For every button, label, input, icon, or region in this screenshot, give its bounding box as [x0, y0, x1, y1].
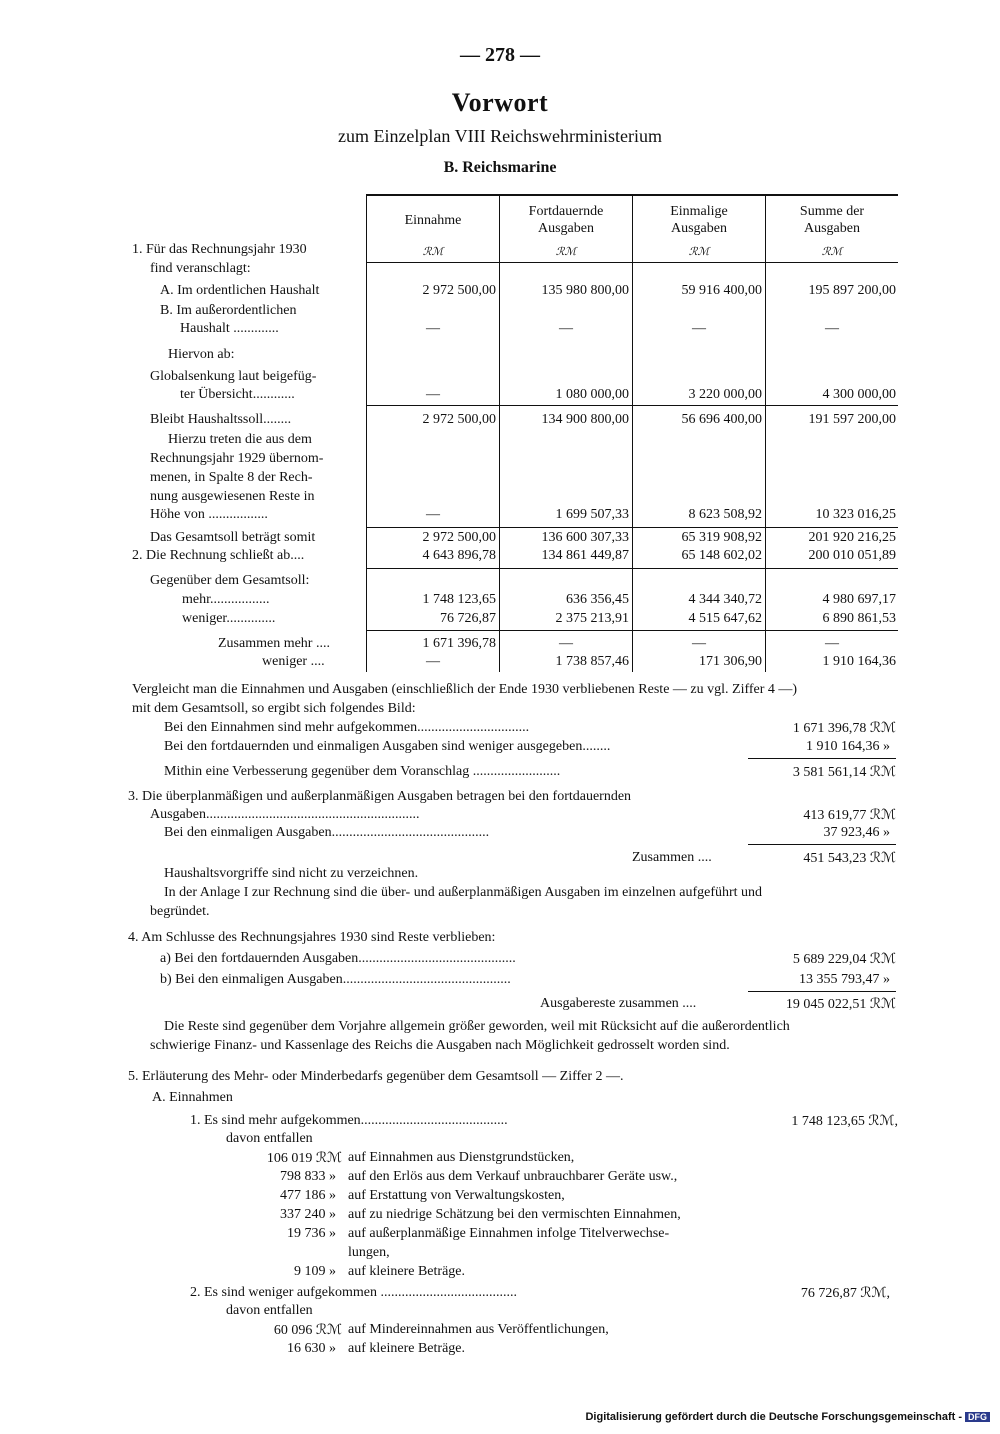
row-label: 1. Für das Rechnungsjahr 1930	[132, 242, 307, 257]
item3-note: Haushaltsvorgriffe sind nicht zu verzeichnen.	[164, 866, 419, 881]
breakdown-amount: 337 240 »	[280, 1207, 336, 1222]
table-sum-rule	[366, 527, 898, 528]
cell-value: 136 600 307,33	[541, 530, 629, 545]
comparison-line: Bei den Einnahmen sind mehr aufgekommen................................	[164, 720, 530, 735]
cell-value: —	[559, 636, 573, 651]
sum-rule	[748, 991, 896, 992]
table-sum-rule	[366, 405, 898, 406]
breakdown-amount: 798 833 »	[280, 1169, 336, 1184]
column-header: Einnahme	[404, 213, 462, 228]
digitization-credit	[585, 1411, 990, 1423]
column-unit: ℛℳ	[555, 246, 577, 258]
breakdown-amount: 16 630 »	[287, 1341, 336, 1356]
item4-value-a: 5 689 229,04 ℛℳ	[792, 952, 896, 967]
cell-value: 1 738 857,46	[555, 654, 629, 669]
cell-value: —	[426, 321, 440, 336]
table-sum-rule	[366, 568, 898, 569]
row-label: Bleibt Haushaltssoll........	[150, 412, 292, 427]
row-label: Globalsenkung laut beigefüg-	[150, 369, 317, 384]
row-label: Höhe von .................	[150, 507, 268, 522]
cell-value: 4 980 697,17	[822, 592, 896, 607]
row-label: Hierzu treten die aus dem	[168, 432, 312, 447]
item5-p1-davon: davon entfallen	[226, 1131, 313, 1146]
item3-sum-value: 451 543,23 ℛℳ	[803, 851, 896, 866]
breakdown-text: auf den Erlös aus dem Verkauf unbrauchbarer Geräte usw.,	[348, 1169, 678, 1184]
item4-line-a: a) Bei den fortdauernden Ausgaben.............................................	[160, 951, 516, 966]
item4-value-b: 13 355 793,47 »	[799, 972, 890, 987]
breakdown-text: auf zu niedrige Schätzung bei den vermischten Einnahmen,	[348, 1207, 681, 1222]
breakdown-amount: 60 096 ℛℳ	[273, 1323, 342, 1338]
cell-value: 65 319 908,92	[681, 530, 762, 545]
row-label: B. Im außerordentlichen	[160, 303, 297, 318]
breakdown-amount: 106 019 ℛℳ	[266, 1151, 342, 1166]
cell-value: 56 696 400,00	[681, 412, 762, 427]
item4-note: schwierige Finanz- und Kassenlage des Reichs die Ausgaben nach Möglichkeit gedrosselt worden sind.	[150, 1038, 730, 1053]
cell-value: 59 916 400,00	[681, 283, 762, 298]
credit-text: Digitalisierung gefördert durch die Deutsche Forschungsgemeinschaft -	[585, 1411, 962, 1423]
row-label: Das Gesamtsoll beträgt somit	[150, 530, 316, 545]
cell-value: —	[426, 654, 440, 669]
table-sum-rule	[366, 630, 898, 631]
cell-value: 1 699 507,33	[555, 507, 629, 522]
row-label: 2. Die Rechnung schließt ab....	[132, 548, 305, 563]
cell-value: 2 972 500,00	[422, 530, 496, 545]
item4-sum-label: Ausgabereste zusammen ....	[540, 996, 697, 1011]
row-label: Zusammen mehr ....	[218, 636, 330, 651]
section-heading: B. Reichsmarine	[443, 159, 557, 176]
cell-value: 65 148 602,02	[681, 548, 762, 563]
cell-value: —	[825, 321, 839, 336]
item4-line-b: b) Bei den einmaligen Ausgaben................................................	[160, 972, 511, 987]
cell-value: 134 861 449,87	[541, 548, 629, 563]
cell-value: 2 972 500,00	[422, 412, 496, 427]
sum-rule	[748, 844, 896, 845]
breakdown-text: auf Erstattung von Verwaltungskosten,	[348, 1188, 565, 1203]
dfg-logo: DFG	[965, 1412, 990, 1422]
cell-value: 171 306,90	[699, 654, 762, 669]
column-header: Einmalige Ausgaben	[670, 204, 728, 236]
row-label: nung ausgewiesenen Reste in	[150, 489, 315, 504]
breakdown-amount: 477 186 »	[280, 1188, 336, 1203]
item5-heading: 5. Erläuterung des Mehr- oder Minderbedarfs gegenüber dem Gesamtsoll — Ziffer 2 —.	[128, 1069, 624, 1084]
cell-value: —	[692, 636, 706, 651]
item3-heading: 3. Die überplanmäßigen und außerplanmäßigen Ausgaben betragen bei den fortdauernden	[128, 789, 632, 804]
row-label: Gegenüber dem Gesamtsoll:	[150, 573, 310, 588]
breakdown-text: auf Einnahmen aus Dienstgrundstücken,	[348, 1150, 575, 1165]
row-label: find veranschlagt:	[150, 261, 251, 276]
row-label: A. Im ordentlichen Haushalt	[160, 283, 320, 298]
row-label: ter Übersicht............	[180, 387, 295, 402]
cell-value: 8 623 508,92	[688, 507, 762, 522]
cell-value: 76 726,87	[440, 611, 496, 626]
row-label: Haushalt .............	[180, 321, 279, 336]
cell-value: 636 356,45	[566, 592, 629, 607]
item3-value: 413 619,77 ℛℳ	[803, 808, 896, 823]
item5-p1-label: 1. Es sind mehr aufgekommen..........................................	[190, 1113, 508, 1128]
comparison-value: 1 671 396,78 ℛℳ	[792, 721, 896, 736]
row-label: Rechnungsjahr 1929 übernom-	[150, 451, 324, 466]
column-unit: ℛℳ	[422, 246, 444, 258]
item3-note: In der Anlage I zur Rechnung sind die über- und außerplanmäßigen Ausgaben im einzelnen aufgeführt und	[164, 885, 763, 900]
cell-value: 1 910 164,36	[822, 654, 896, 669]
item4-sum-value: 19 045 022,51 ℛℳ	[785, 997, 896, 1012]
page-title: Vorwort	[451, 88, 549, 117]
sum-rule	[748, 758, 896, 759]
column-unit: ℛℳ	[688, 246, 710, 258]
cell-value: 1 080 000,00	[555, 387, 629, 402]
cell-value: 1 671 396,78	[422, 636, 496, 651]
column-header: Fortdauernde Ausgaben	[528, 204, 604, 236]
item3-sum-label: Zusammen ....	[632, 850, 712, 865]
cell-value: 1 748 123,65	[422, 592, 496, 607]
comparison-line: Bei den fortdauernden und einmaligen Ausgaben sind weniger ausgegeben........	[164, 739, 611, 754]
cell-value: 4 643 896,78	[422, 548, 496, 563]
page-subtitle: zum Einzelplan VIII Reichswehrministerium	[337, 126, 663, 146]
column-unit: ℛℳ	[821, 246, 843, 258]
row-label: weniger ....	[262, 654, 325, 669]
item5-subheading: A. Einnahmen	[152, 1090, 233, 1105]
cell-value: —	[692, 321, 706, 336]
column-header: Summe der Ausgaben	[799, 204, 865, 236]
cell-value: 3 220 000,00	[688, 387, 762, 402]
cell-value: 4 515 647,62	[688, 611, 762, 626]
item3-line: Bei den einmaligen Ausgaben.............................................	[164, 825, 490, 840]
cell-value: —	[559, 321, 573, 336]
cell-value: 6 890 861,53	[822, 611, 896, 626]
cell-value: 4 300 000,00	[822, 387, 896, 402]
comparison-value: 3 581 561,14 ℛℳ	[792, 765, 896, 780]
page-number: — 278 —	[460, 44, 540, 66]
breakdown-text: auf außerplanmäßige Einnahmen infolge Titelverwechse-	[348, 1226, 670, 1241]
row-label: weniger..............	[182, 611, 276, 626]
item5-p1-value: 1 748 123,65 ℛℳ,	[791, 1114, 898, 1129]
comparison-line: Mithin eine Verbesserung gegenüber dem Voranschlag .........................	[164, 764, 561, 779]
cell-value: 4 344 340,72	[688, 592, 762, 607]
item4-heading: 4. Am Schlusse des Rechnungsjahres 1930 sind Reste verblieben:	[128, 930, 496, 945]
breakdown-amount: 19 736 »	[287, 1226, 336, 1241]
cell-value: 2 972 500,00	[422, 283, 496, 298]
comparison-intro: Vergleicht man die Einnahmen und Ausgaben (einschließlich der Ende 1930 verbliebenen Reste — zu vgl. Ziffer 4 —)	[132, 682, 798, 697]
item5-p2-value: 76 726,87 ℛℳ,	[800, 1286, 890, 1301]
cell-value: 10 323 016,25	[815, 507, 896, 522]
cell-value: 201 920 216,25	[808, 530, 896, 545]
cell-value: 135 980 800,00	[541, 283, 629, 298]
cell-value: —	[426, 387, 440, 402]
row-label: Hiervon ab:	[168, 347, 235, 362]
cell-value: 195 897 200,00	[808, 283, 896, 298]
row-label: mehr.................	[182, 592, 270, 607]
cell-value: 191 597 200,00	[808, 412, 896, 427]
comparison-value: 1 910 164,36 »	[806, 739, 890, 754]
cell-value: —	[825, 636, 839, 651]
item3-value: 37 923,46 »	[823, 825, 890, 840]
row-label: menen, in Spalte 8 der Rech-	[150, 470, 313, 485]
breakdown-text: auf kleinere Beträge.	[348, 1264, 465, 1279]
breakdown-amount: 9 109 »	[294, 1264, 336, 1279]
item5-p2-davon: davon entfallen	[226, 1303, 313, 1318]
breakdown-text: lungen,	[348, 1245, 390, 1260]
cell-value: 200 010 051,89	[808, 548, 896, 563]
item4-note: Die Reste sind gegenüber dem Vorjahre allgemein größer geworden, weil mit Rücksicht auf die außerordentlich	[164, 1019, 790, 1034]
cell-value: 134 900 800,00	[541, 412, 629, 427]
cell-value: —	[426, 507, 440, 522]
item3-line: Ausgaben.............................................................	[150, 807, 420, 822]
breakdown-text: auf Mindereinnahmen aus Veröffentlichungen,	[348, 1322, 609, 1337]
item3-note: begründet.	[150, 904, 210, 919]
cell-value: 2 375 213,91	[555, 611, 629, 626]
item5-p2-label: 2. Es sind weniger aufgekommen .......................................	[190, 1285, 518, 1300]
comparison-intro: mit dem Gesamtsoll, so ergibt sich folgendes Bild:	[132, 701, 416, 716]
breakdown-text: auf kleinere Beträge.	[348, 1341, 465, 1356]
